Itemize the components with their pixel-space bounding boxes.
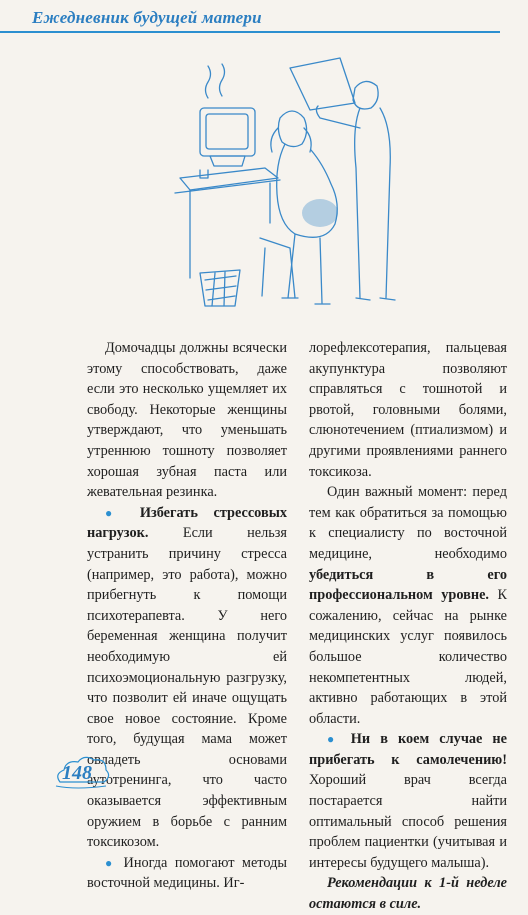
right-column (309, 338, 507, 915)
left-paragraph-2-rest: Если нельзя устранить причину стресса (например, это работа), можно прибегнуть к помощи психотерапевта. У него беременная женщина получит необходимую ей психоэмоциональную разгрузку, что позволит ей иначе ощущать свое новое состояние. Кроме того, будущая мама может овладеть основами аутотренинга, что часто оказывается эффективным оружием в борьбе с ранним токсикозом. (87, 525, 287, 851)
right-paragraph-2-bold: убедиться в его профессиональном уровне. (309, 566, 507, 604)
right-paragraph-2 (309, 482, 507, 729)
right-paragraph-2-rest: К сожалению, сейчас на рынке медицинских услуг появилось большое количество некомпетентных людей, активно работающих в этой области. (309, 587, 507, 727)
right-paragraph-2-start: Один важный момент: перед тем как обратиться за помощью к специалисту по восточной медицине, необходимо (309, 484, 507, 562)
right-paragraph-4: Рекомендации к 1-й неделе остаются в силе. (309, 875, 507, 913)
left-column (87, 338, 287, 894)
doctor-drawing (353, 81, 378, 109)
running-header (0, 0, 528, 40)
woman-drawing (278, 111, 306, 147)
page-number-badge (52, 752, 112, 792)
page-number: 148 (62, 762, 92, 784)
left-paragraph-3-text: Иногда помогают методы восточной медицины. Иг- (87, 854, 287, 892)
right-paragraph-3-rest: Хороший врач всегда постарается найти оптимальный способ решения проблем пациентки (учитывая и интересы будущего малыша). (309, 772, 507, 871)
bullet-icon: ● (327, 732, 341, 747)
right-paragraph-3-bold: Ни в коем случае не прибегать к самолечению! (309, 731, 508, 768)
illustration (170, 48, 440, 313)
header-rule (0, 31, 500, 33)
left-paragraph-1: Домочадцы должны всячески этому способствовать, даже если это несколько ущемляет их свободу. Некоторые женщины утверждают, что уменьшать утреннюю тошноту позволяет хорошая зубная паста или жевательная резинка. (87, 340, 287, 501)
bullet-icon: ● (105, 855, 117, 870)
left-paragraph-2 (87, 503, 287, 853)
right-paragraph-3 (309, 729, 507, 873)
bullet-icon: ● (105, 505, 125, 520)
right-paragraph-1: лорефлексотерапия, пальцевая акупунктура позволяют справляться с тошнотой и рвотой, головными болями, слюнотечением (птиализмом) и другими проявлениями раннего токсикоза. (309, 340, 507, 480)
left-paragraph-2-lead: Избегать стрессовых нагрузок. (87, 504, 287, 542)
left-paragraph-3 (87, 853, 287, 894)
running-header-title: Ежедневник будущей матери (32, 8, 262, 27)
